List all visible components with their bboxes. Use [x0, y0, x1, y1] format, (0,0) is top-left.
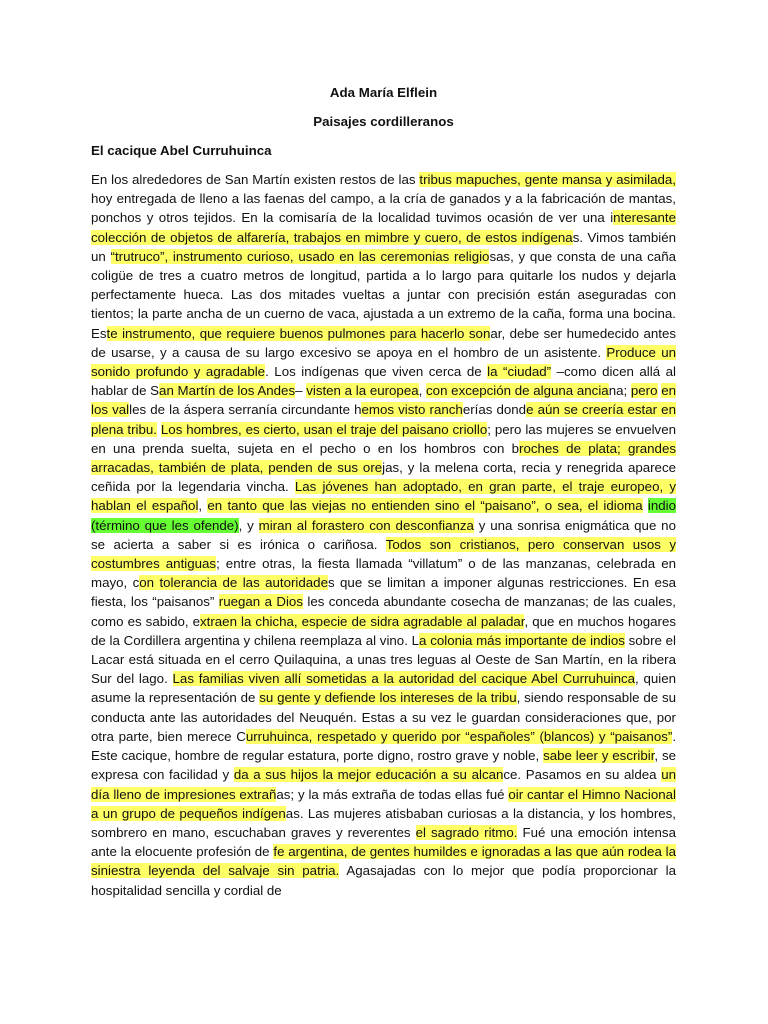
body-text-run: , — [198, 498, 208, 514]
highlighted-text-yellow: su gente y defiende los intereses de la tribu — [259, 690, 517, 706]
body-text-run: les conceda abundante cosecha de manzanas; de las cuales, como es sabido, e — [91, 594, 676, 629]
highlighted-text-green: indio — [647, 498, 676, 514]
body-text-run: hoy entregada de lleno a las faenas del campo, a la cría de ganados y a la fabricación de mantas, ponchos y otros tejidos. En la comisaría de la localidad tuvimos ocasión de ver una i — [91, 191, 676, 226]
highlighted-text-yellow: Los hombres, es cierto, usan el traje del paisano criollo — [160, 421, 488, 437]
highlighted-text-yellow: on tolerancia de las autoridade — [139, 575, 328, 591]
body-text-run: , que en muchos hogares de la Cordillera argentina y chilena reemplaza al vino. L — [91, 613, 676, 648]
highlighted-text-yellow: en los val — [91, 383, 677, 418]
body-text-run: , se expresa con facilidad y — [91, 748, 676, 783]
body-text-run: En los alrededores de San Martín existen restos de las — [91, 172, 420, 187]
section-heading: El cacique Abel Curruhuinca — [91, 143, 272, 158]
body-text-run: Fué una emoción intensa ante la elocuente profesión de — [91, 824, 676, 860]
body-text-run: sas, y que consta de una caña coligüe de tres a cuatro metros de longitud, partida a lo largo para quitarle los nudos y dejarla perfectamente hueca. Las dos mitades vueltas a juntar con precisión están aseguradas con tientos; la parte ancha de un cuerno de vaca, ajustada a un extremo de la caña, forma una bocina. Es — [91, 248, 676, 341]
body-text-run: y una sonrisa enigmática que no se acierta a saber si es irónica o cariñosa. — [91, 517, 676, 552]
highlighted-text-yellow: a colonia más importante de indios — [419, 632, 625, 648]
highlighted-text-yellow: nteresante colección de objetos de alfarería, trabajos en mimbre y cuero, de estos indígena — [91, 210, 676, 245]
highlighted-text-yellow: en tanto que las viejas no entienden sino el “paisano”, o sea, el idioma — [207, 498, 643, 514]
highlighted-text-yellow: sabe leer y escribir — [543, 748, 655, 764]
highlighted-text-yellow: e aún se creería estar en plena tribu. — [91, 402, 676, 437]
body-text-run: as. Las mujeres atisbaban curiosas a la distancia, y los hombres, sombrero en mano, escuchaban graves y reverentes — [91, 805, 676, 840]
highlighted-text-yellow: ruegan a Dios — [218, 594, 303, 610]
highlighted-text-yellow: “trutruco”, instrumento curioso, usado en las ceremonias religio — [110, 248, 490, 264]
body-text-run: – — [295, 383, 307, 399]
author-name: Ada María Elflein — [329, 85, 438, 100]
highlighted-text-yellow: un día lleno de impresiones extrañ — [91, 767, 676, 802]
highlighted-text-yellow: Produce un sonido profundo y agradable — [91, 344, 676, 380]
body-text-run: –como dicen allá al hablar de S — [91, 364, 676, 399]
highlighted-text-yellow: an Martín de los Andes — [159, 383, 296, 399]
highlighted-text-yellow: xtraen la chicha, especie de sidra agradable al paladar — [200, 613, 525, 629]
body-text-run: jas, y la melena corta, recia y renegrida aparece ceñida por la legendaria vincha. — [91, 460, 676, 495]
highlighted-text-yellow: el sagrado ritmo. — [415, 824, 518, 840]
body-text-run: Agasajadas con lo mejor que podía proporcionar la hospitalidad sencilla y cordial de — [91, 863, 677, 898]
document-page — [91, 83, 676, 900]
body-text-run: ; pero las mujeres se envuelven en una prenda suelta, sujeta en el pecho o en los hombros con b — [91, 421, 676, 456]
highlighted-text-yellow: hablan el español — [91, 498, 199, 514]
body-text-run: erías dond — [462, 402, 527, 418]
document-title: Paisajes cordilleranos — [313, 114, 454, 129]
highlighted-text-yellow: la “ciudad” — [487, 364, 552, 380]
body-text-run: les de la áspera serranía circundante h — [129, 402, 362, 418]
highlighted-text-yellow: te instrumento, que requiere buenos pulmones para hacerlo son — [106, 325, 491, 341]
body-text-run: sobre el Lacar está situada en el cerro Quilaquina, a unas tres leguas al Oeste de San Martín, en la ribera Sur del lago. — [91, 632, 677, 687]
highlighted-text-yellow: roches de plata; grandes arracadas, también de plata, penden de sus ore — [91, 440, 676, 476]
highlighted-text-yellow: urruhuinca, respetado y querido por “españoles” (blancos) y “paisanos” — [245, 728, 673, 744]
highlighted-text-yellow: emos visto ranch — [361, 402, 463, 418]
body-text-run: . Los indígenas que viven cerca de — [265, 364, 488, 380]
highlighted-text-yellow: pero — [630, 383, 658, 399]
body-text-run: s que se limitan a imponer algunas restricciones. En esa fiesta, los “paisanos” — [91, 575, 676, 610]
highlighted-text-yellow: fe argentina, de gentes humildes e ignoradas a las que aún rodea la siniestra leyenda del salvaje sin patria. — [91, 844, 676, 879]
highlighted-text-yellow: miran al forastero con desconfianza — [258, 517, 474, 533]
body-text-run: s. Vimos también un — [91, 229, 676, 264]
highlighted-text-green: (término que les ofende) — [91, 517, 239, 533]
highlighted-text-yellow: tribus mapuches, gente mansa y asimilada, — [419, 172, 676, 187]
body-text-run: , quien asume la representación de — [91, 671, 676, 706]
highlighted-text-yellow: Las jóvenes han adoptado, en gran parte, el traje europeo, y — [294, 479, 676, 495]
body-text-run: as; y la más extraña de todas ellas fué — [276, 786, 509, 802]
body-text-run: . Este cacique, hombre de regular estatura, porte digno, rostro grave y noble, — [91, 728, 677, 764]
highlighted-text-yellow: Todos son cristianos, pero conservan usos y costumbres antiguas — [91, 536, 676, 572]
highlighted-text-yellow: con excepción de alguna ancia — [426, 383, 609, 399]
body-text-run: ce. Pasamos en su aldea — [503, 767, 662, 783]
body-text-run: na; — [608, 383, 631, 399]
highlighted-text-yellow: Las familias viven allí sometidas a la autoridad del cacique Abel Curruhuinca — [172, 671, 636, 687]
highlighted-text-yellow: visten a la europea — [306, 383, 419, 399]
highlighted-text-yellow: oir cantar el Himno Nacional a un grupo de pequeños indígen — [91, 786, 676, 821]
body-paragraph — [91, 170, 676, 900]
body-text-run: ; entre otras, la fiesta llamada “villatum” o de las manzanas, celebrada en mayo, c — [91, 556, 676, 591]
body-text-run: , y — [238, 517, 259, 533]
body-text-run: , siendo responsable de su conducta ante las autoridades del Neuquén. Estas a su vez le guardan consideraciones que, por otra parte, bien merece C — [91, 690, 676, 744]
body-text-run: ar, debe ser humedecido antes de usarse, y a causa de su largo excesivo se apoya en el hombro de un asistente. — [91, 325, 676, 360]
body-text-run: , — [418, 383, 427, 399]
highlighted-text-yellow: da a sus hijos la mejor educación a su alcan — [233, 767, 504, 783]
